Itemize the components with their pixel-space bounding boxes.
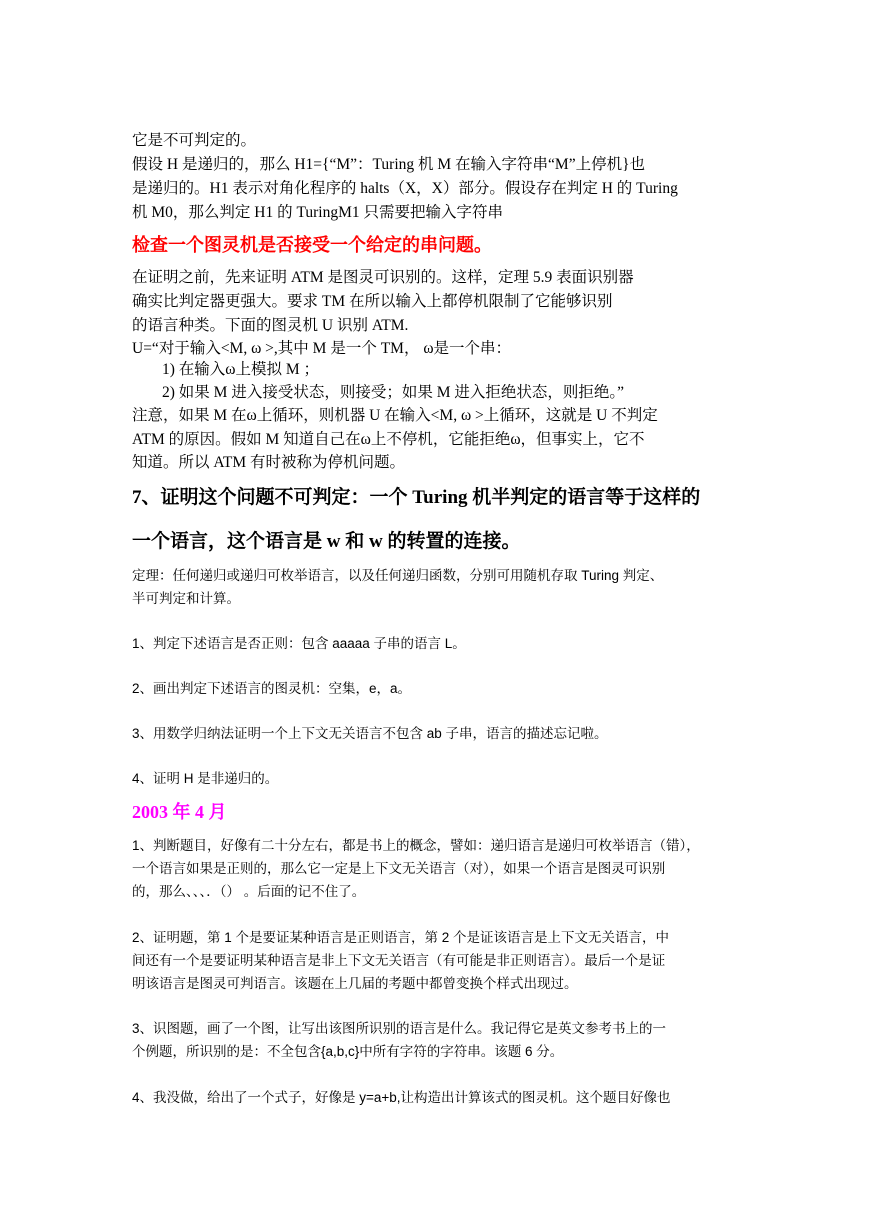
text-line: 确实比判定器更强大。要求 TM 在所以输入上都停机限制了它能够识别 <box>132 293 613 310</box>
text-line: 知道。所以 ATM 有时被称为停机问题。 <box>132 454 405 471</box>
list-item: 4、证明 H 是非递归的。 <box>132 771 279 786</box>
list-item: 1) 在输入ω上模拟 M ； <box>162 361 320 378</box>
text-line: 1、判断题目，好像有二十分左右，都是书上的概念，譬如：递归语言是递归可枚举语言（错）， <box>132 838 700 853</box>
text-line: 半可判定和计算。 <box>132 591 240 606</box>
text-line: 注意，如果 M 在ω上循环，则机器 U 在输入<M, ω >上循环，这就是 U 不判定 <box>132 407 658 424</box>
text-line: 它是不可判定的。 <box>132 132 257 149</box>
text-line: 4、我没做，给出了一个式子，好像是 y=a+b,让构造出计算该式的图灵机。这个题目好像也 <box>132 1090 671 1105</box>
list-item: 2) 如果 M 进入接受状态，则接受；如果 M 进入拒绝状态，则拒绝。” <box>162 384 624 401</box>
section-heading: 7、证明这个问题不可判定：一个 Turing 机半判定的语言等于这样的 <box>132 487 701 508</box>
text-line: ATM 的原因。假如 M 知道自己在ω上不停机，它能拒绝ω，但事实上，它不 <box>132 431 645 448</box>
text-line: 定理：任何递归或递归可枚举语言，以及任何递归函数，分别可用随机存取 Turing 判定、 <box>132 568 664 583</box>
text-line: 一个语言如果是正则的，那么它一定是上下文无关语言（对），如果一个语言是图灵可识别 <box>132 861 666 876</box>
text-line: 机 M0，那么判定 H1 的 TuringM1 只需要把输入字符串 <box>132 204 504 221</box>
text-line: 2、证明题，第 1 个是要证某种语言是正则语言，第 2 个是证该语言是上下文无关语言，中 <box>132 930 670 945</box>
list-item: 3、用数学归纳法证明一个上下文无关语言不包含 ab 子串，语言的描述忘记啦。 <box>132 726 608 741</box>
text-line: 间还有一个是要证明某种语言是非上下文无关语言（有可能是非正则语言）。最后一个是证 <box>132 953 666 968</box>
list-item: 2、画出判定下述语言的图灵机：空集，e，a。 <box>132 681 412 696</box>
text-line: 是递归的。H1 表示对角化程序的 halts（X，X）部分。假设存在判定 H 的 Turing <box>132 180 678 197</box>
section-heading: 检查一个图灵机是否接受一个给定的串问题。 <box>132 235 492 255</box>
text-line: 个例题，所识别的是：不全包含{a,b,c}中所有字符的字符串。该题 6 分。 <box>132 1044 564 1059</box>
text-line: U=“对于输入<M, ω >,其中 M 是一个 TM， ω是一个串： <box>132 340 512 357</box>
list-item: 1、判定下述语言是否正则：包含 aaaaa 子串的语言 L。 <box>132 636 466 651</box>
text-line: 3、识图题，画了一个图，让写出该图所识别的语言是什么。我记得它是英文参考书上的一 <box>132 1021 667 1036</box>
section-heading: 2003 年 4 月 <box>132 802 227 822</box>
text-line: 明该语言是图灵可判语言。该题在上几届的考题中都曾变换个样式出现过。 <box>132 976 578 991</box>
text-line: 的语言种类。下面的图灵机 U 识别 ATM. <box>132 317 409 334</box>
text-line: 在证明之前，先来证明 ATM 是图灵可识别的。这样，定理 5.9 表面识别器 <box>132 269 634 286</box>
text-line: 的，那么、、、．（） 。后面的记不住了。 <box>132 884 366 899</box>
text-line: 假设 H 是递归的，那么 H1={“M”：Turing 机 M 在输入字符串“M”上停机}也 <box>132 156 646 173</box>
section-heading: 一个语言，这个语言是 w 和 w 的转置的连接。 <box>132 531 521 552</box>
